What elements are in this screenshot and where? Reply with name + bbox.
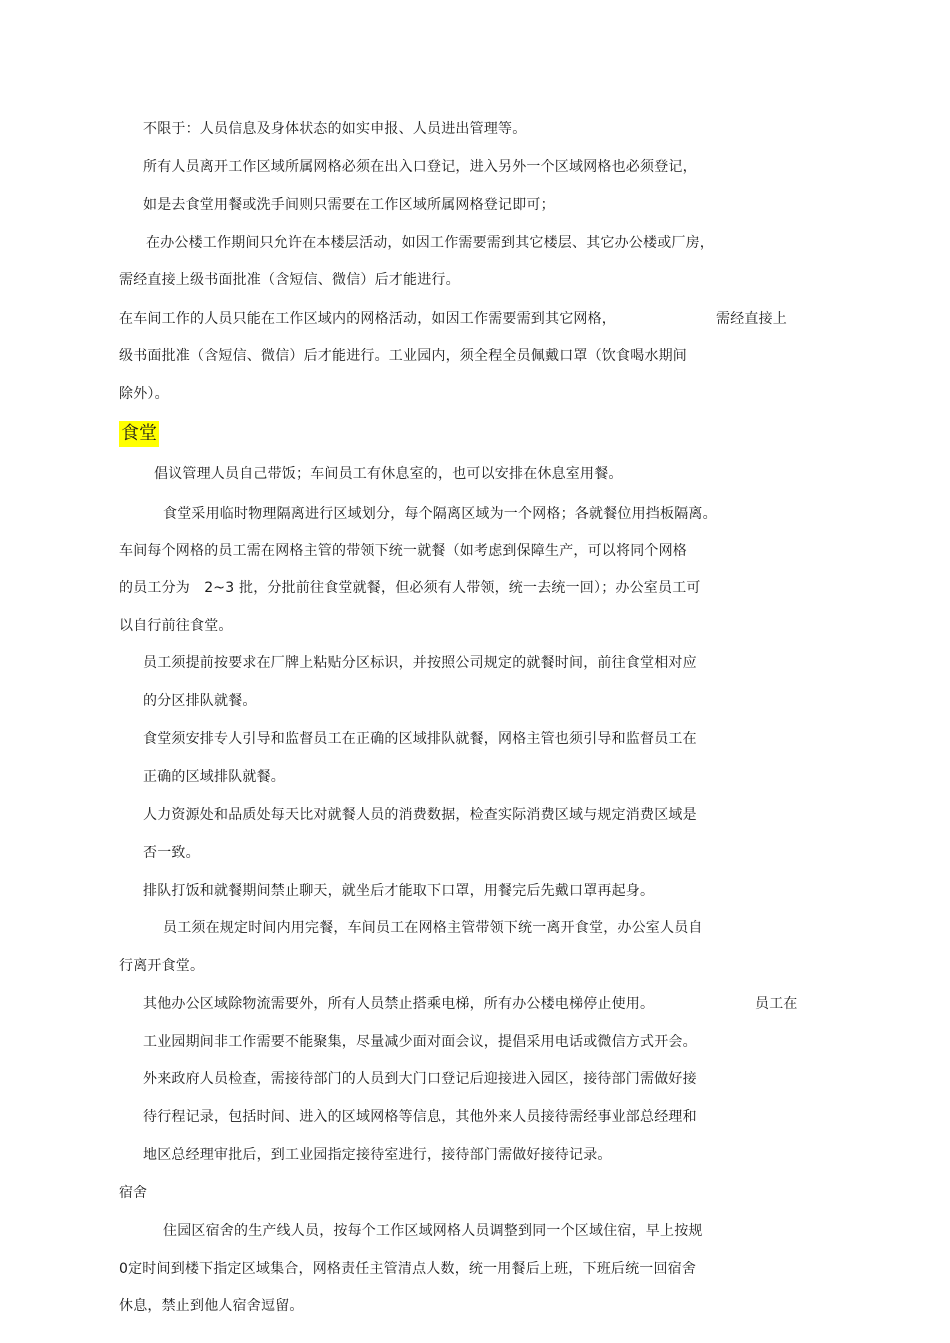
paragraph-line: 以自行前往食堂。	[119, 618, 233, 634]
paragraph-line: 正确的区域排队就餐。	[143, 769, 285, 785]
paragraph-line: 不限于：人员信息及身体状态的如实申报、人员进出管理等。	[143, 121, 527, 137]
paragraph-line: 行离开食堂。	[119, 958, 205, 974]
paragraph-line: 的员工分为 2~3 批，分批前往食堂就餐，但必须有人带领，统一去统一回）；办公室员工可	[119, 580, 701, 596]
paragraph-line: 除外）。	[119, 386, 169, 402]
paragraph-line: 在办公楼工作期间只允许在本楼层活动，如因工作需要需到其它楼层、其它办公楼或厂房，	[146, 235, 714, 251]
paragraph-line: 食堂须安排专人引导和监督员工在正确的区域排队就餐，网格主管也须引导和监督员工在	[143, 731, 697, 747]
section-heading-canteen: 食堂	[119, 421, 159, 447]
paragraph-line: 住园区宿舍的生产线人员，按每个工作区域网格人员调整到同一个区域住宿，早上按规	[163, 1223, 703, 1239]
paragraph-line: 否一致。	[143, 845, 200, 861]
paragraph-line: 人力资源处和品质处每天比对就餐人员的消费数据，检查实际消费区域与规定消费区域是	[143, 807, 697, 823]
paragraph-line: 如是去食堂用餐或洗手间则只需要在工作区域所属网格登记即可；	[143, 197, 555, 213]
paragraph-line: 外来政府人员检查，需接待部门的人员到大门口登记后迎接进入园区，接待部门需做好接	[143, 1071, 697, 1087]
paragraph-line: 工业园期间非工作需要不能聚集，尽量减少面对面会议，提倡采用电话或微信方式开会。	[143, 1034, 697, 1050]
paragraph-line: 需经直接上	[716, 311, 787, 327]
paragraph-line: 车间每个网格的员工需在网格主管的带领下统一就餐（如考虑到保障生产，可以将同个网格	[119, 543, 687, 559]
paragraph-line: 员工须提前按要求在厂牌上粘贴分区标识，并按照公司规定的就餐时间，前往食堂相对应	[143, 655, 697, 671]
paragraph-line: 排队打饭和就餐期间禁止聊天，就坐后才能取下口罩，用餐完后先戴口罩再起身。	[143, 883, 655, 899]
paragraph-line: 倡议管理人员自己带饭；车间员工有休息室的，也可以安排在休息室用餐。	[154, 466, 623, 482]
paragraph-line: 员工在	[755, 996, 798, 1012]
paragraph-line: 所有人员离开工作区域所属网格必须在出入口登记，进入另外一个区域网格也必须登记，	[143, 159, 697, 175]
paragraph-line: 休息，禁止到他人宿舍逗留。	[119, 1298, 304, 1314]
paragraph-line: 其他办公区域除物流需要外，所有人员禁止搭乘电梯，所有办公楼电梯停止使用。	[143, 996, 655, 1012]
paragraph-line: 待行程记录，包括时间、进入的区域网格等信息，其他外来人员接待需经事业部总经理和	[143, 1109, 697, 1125]
paragraph-line: 地区总经理审批后，到工业园指定接待室进行，接待部门需做好接待记录。	[143, 1147, 612, 1163]
paragraph-line: 的分区排队就餐。	[143, 693, 257, 709]
paragraph-line: 食堂采用临时物理隔离进行区域划分，每个隔离区域为一个网格；各就餐位用挡板隔离。	[163, 506, 717, 522]
paragraph-line: 级书面批准（含短信、微信）后才能进行。工业园内，须全程全员佩戴口罩（饮食喝水期间	[119, 348, 687, 364]
paragraph-line: 在车间工作的人员只能在工作区域内的网格活动，如因工作需要需到其它网格，	[119, 311, 616, 327]
paragraph-line: 0定时间到楼下指定区域集合，网格责任主管清点人数，统一用餐后上班，下班后统一回宿舍	[119, 1261, 697, 1277]
section-heading-dorm: 宿舍	[119, 1185, 147, 1201]
paragraph-line: 员工须在规定时间内用完餐，车间员工在网格主管带领下统一离开食堂，办公室人员自	[163, 920, 703, 936]
paragraph-line: 需经直接上级书面批准（含短信、微信）后才能进行。	[119, 272, 460, 288]
